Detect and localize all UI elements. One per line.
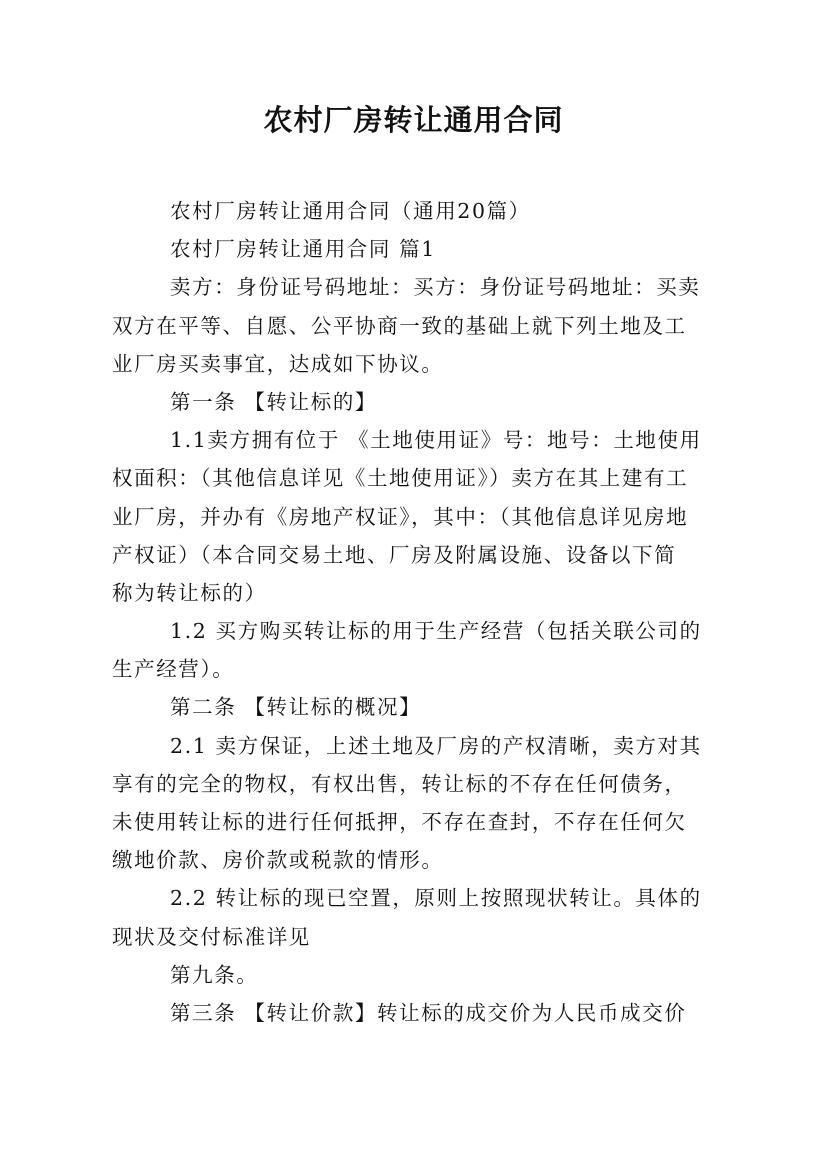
paragraph-line: 现状及交付标准详见 bbox=[112, 924, 311, 949]
paragraph-line: 未使用转让标的进行任何抵押，不存在查封，不存在任何欠 bbox=[112, 810, 687, 834]
paragraph-line: 1.2 买方购买转让标的用于生产经营（包括关联公司的 bbox=[170, 619, 702, 644]
paragraph-line: 2.1 卖方保证，上述土地及厂房的产权清晰，卖方对其 bbox=[170, 733, 702, 758]
paragraph-line: 缴地价款、房价款或税款的情形。 bbox=[112, 848, 444, 873]
document-body bbox=[112, 192, 702, 1032]
paragraph-line: 业厂房买卖事宜，达成如下协议。 bbox=[112, 351, 444, 376]
paragraph-line: 双方在平等、自愿、公平协商一致的基础上就下列土地及工 bbox=[112, 313, 687, 338]
paragraph-line: 生产经营）。 bbox=[112, 657, 235, 682]
paragraph-line: 卖方：身份证号码地址：买方：身份证号码地址：买卖 bbox=[170, 275, 701, 300]
paragraph-line: 称为转让标的） bbox=[112, 580, 267, 605]
paragraph-line: 权面积：（其他信息详见《土地使用证》）卖方在其上建有工 bbox=[112, 466, 689, 491]
paragraph-line: 业厂房，并办有《房地产权证》，其中：（其他信息详见房地 bbox=[112, 504, 689, 529]
article-heading: 第三条 【转让价款】转让标的成交价为人民币成交价 bbox=[170, 1000, 687, 1025]
section-heading: 农村厂房转让通用合同 篇1 bbox=[170, 237, 436, 262]
article-heading: 第一条 【转让标的】 bbox=[170, 389, 378, 414]
paragraph-line: 第九条。 bbox=[170, 962, 259, 987]
paragraph-line: 享有的完全的物权，有权出售，转让标的不存在任何债务， bbox=[112, 771, 687, 796]
paragraph-line: 1.1卖方拥有位于 《土地使用证》号：地号：土地使用 bbox=[170, 428, 702, 453]
paragraph-line: 2.2 转让标的现已空置，原则上按照现状转让。具体的 bbox=[170, 886, 702, 911]
article-heading: 第二条 【转让标的概况】 bbox=[170, 695, 422, 720]
document-title: 农村厂房转让通用合同 bbox=[263, 103, 564, 137]
subtitle-line: 农村厂房转让通用合同（通用20篇） bbox=[170, 199, 531, 223]
paragraph-line: 产权证）（本合同交易土地、厂房及附属设施、设备以下简 bbox=[112, 542, 677, 567]
